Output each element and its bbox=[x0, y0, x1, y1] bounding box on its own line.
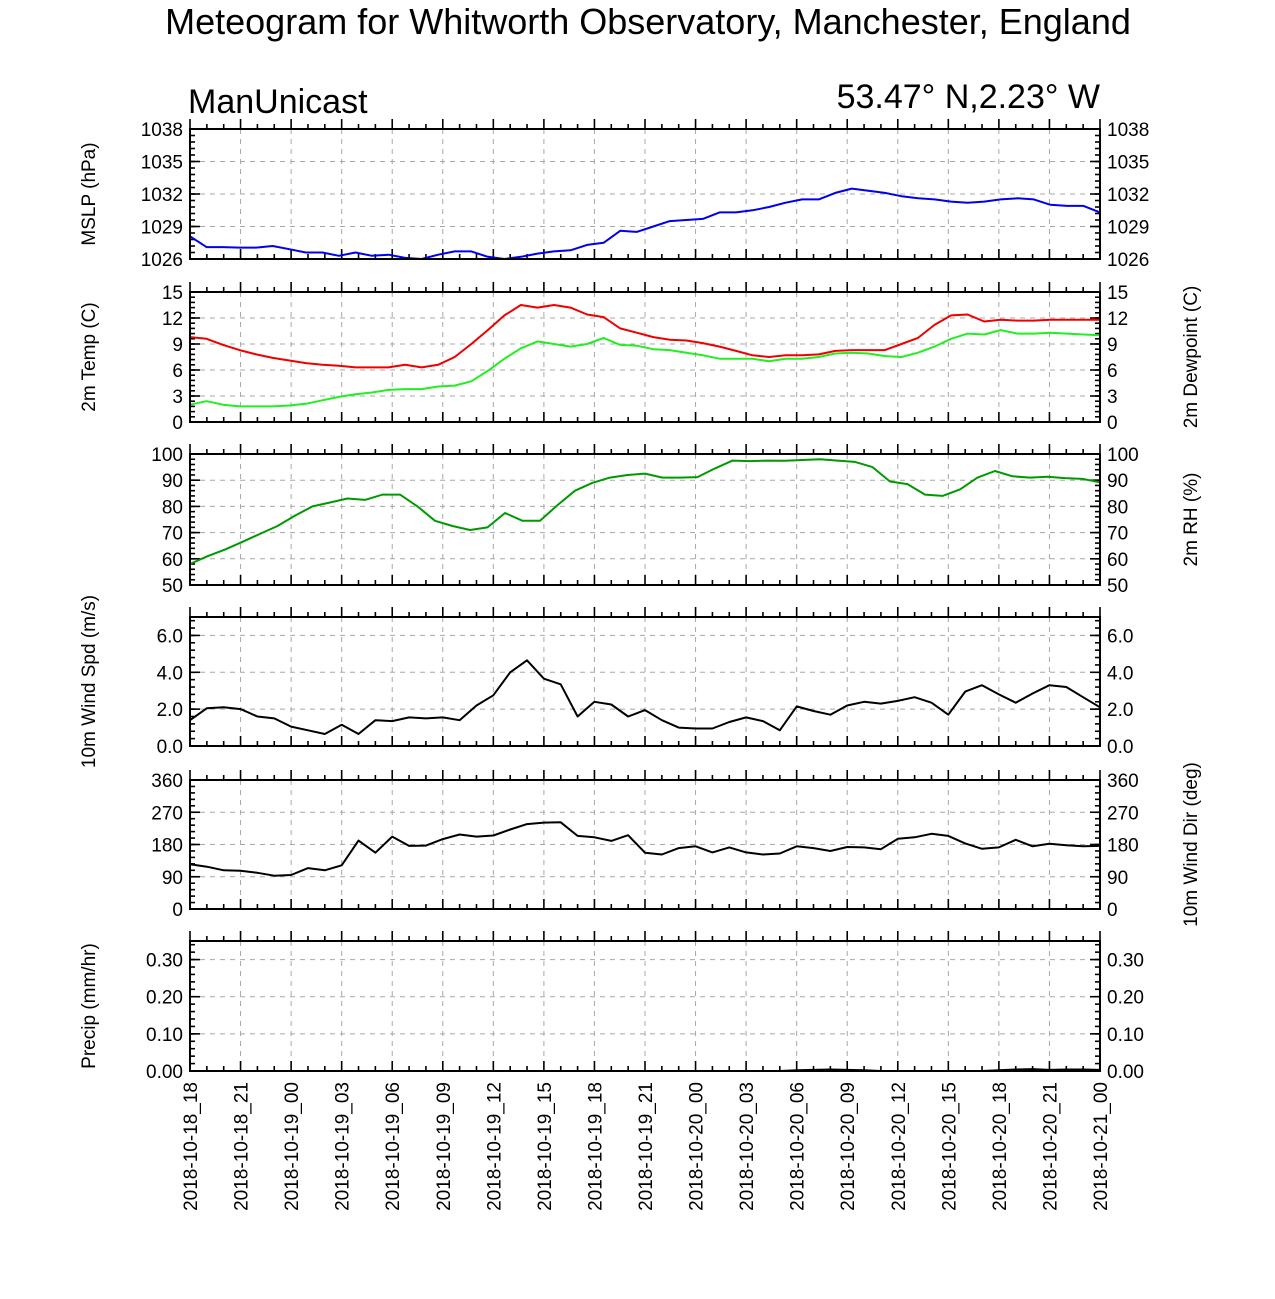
y-tick-label-left: 4.0 bbox=[156, 663, 183, 685]
y-tick-label-left: 1026 bbox=[140, 250, 183, 271]
y-tick-label-right: 0.30 bbox=[1107, 950, 1144, 972]
y-tick-label-left: 90 bbox=[161, 867, 183, 889]
x-tick-label: 2018-10-19_06 bbox=[383, 1082, 405, 1211]
y-tick-label-right: 9 bbox=[1107, 335, 1118, 356]
y-tick-label-left: 80 bbox=[161, 497, 183, 519]
y-tick-label-left: 12 bbox=[161, 309, 183, 330]
y-tick-label-right: 360 bbox=[1107, 771, 1139, 792]
x-tick-label: 2018-10-19_18 bbox=[585, 1082, 607, 1211]
y-tick-label-left: 360 bbox=[151, 771, 183, 792]
chart-title: Meteogram for Whitworth Observatory, Manchester, England bbox=[165, 1, 1131, 42]
x-tick-label: 2018-10-19_12 bbox=[484, 1082, 506, 1211]
x-tick-label: 2018-10-19_03 bbox=[332, 1082, 354, 1211]
y-axis-label-left: 10m Wind Spd (m/s) bbox=[79, 594, 100, 769]
y-tick-label-left: 0.0 bbox=[156, 737, 183, 758]
y-tick-label-left: 1029 bbox=[140, 217, 183, 239]
y-tick-label-right: 270 bbox=[1107, 803, 1139, 825]
y-tick-label-left: 180 bbox=[151, 835, 183, 857]
panel-rh bbox=[151, 444, 1202, 597]
y-tick-label-right: 15 bbox=[1107, 283, 1129, 304]
y-tick-label-right: 1032 bbox=[1107, 185, 1150, 206]
y-tick-label-right: 4.0 bbox=[1107, 663, 1134, 685]
y-tick-label-right: 1038 bbox=[1107, 120, 1150, 141]
y-tick-label-right: 0.10 bbox=[1107, 1024, 1144, 1046]
x-tick-label: 2018-10-18_18 bbox=[181, 1082, 202, 1211]
panel-precip bbox=[79, 931, 1144, 1083]
y-tick-label-left: 0.30 bbox=[146, 950, 183, 972]
x-tick-label: 2018-10-19_09 bbox=[433, 1082, 455, 1211]
x-tick-label: 2018-10-21_00 bbox=[1091, 1082, 1112, 1211]
y-tick-label-right: 0 bbox=[1107, 900, 1118, 921]
y-tick-label-right: 80 bbox=[1107, 497, 1129, 519]
y-tick-label-left: 0.10 bbox=[146, 1024, 183, 1046]
y-tick-label-left: 0.00 bbox=[146, 1062, 183, 1083]
y-tick-label-left: 60 bbox=[161, 549, 183, 571]
y-tick-label-right: 60 bbox=[1107, 549, 1129, 571]
y-tick-label-left: 9 bbox=[172, 335, 183, 356]
y-tick-label-left: 6.0 bbox=[156, 626, 183, 648]
y-tick-label-right: 2.0 bbox=[1107, 700, 1134, 722]
source-label: ManUnicast bbox=[188, 83, 368, 121]
y-tick-label-right: 3 bbox=[1107, 387, 1118, 408]
y-tick-label-left: 90 bbox=[161, 471, 183, 493]
y-tick-label-left: 1038 bbox=[140, 120, 183, 141]
y-axis-label-right: 10m Wind Dir (deg) bbox=[1181, 762, 1202, 927]
y-tick-label-left: 0 bbox=[172, 413, 183, 434]
panel-temp bbox=[79, 282, 1202, 434]
x-tick-label: 2018-10-19_00 bbox=[282, 1082, 304, 1211]
x-tick-label: 2018-10-19_15 bbox=[534, 1082, 556, 1211]
y-tick-label-left: 0 bbox=[172, 900, 183, 921]
y-tick-label-left: 6 bbox=[172, 361, 183, 382]
coordinates-label: 53.47° N,2.23° W bbox=[836, 78, 1100, 116]
x-tick-label: 2018-10-19_21 bbox=[636, 1082, 657, 1211]
x-tick-label: 2018-10-20_21 bbox=[1040, 1082, 1062, 1211]
x-tick-label: 2018-10-18_21 bbox=[231, 1082, 253, 1211]
x-tick-label: 2018-10-20_15 bbox=[939, 1082, 961, 1211]
y-tick-label-right: 6 bbox=[1107, 361, 1118, 382]
x-tick-label: 2018-10-20_12 bbox=[888, 1082, 910, 1211]
y-tick-label-left: 0.20 bbox=[146, 987, 183, 1009]
y-tick-label-right: 70 bbox=[1107, 523, 1129, 545]
y-tick-label-left: 100 bbox=[151, 445, 183, 466]
y-tick-label-right: 1026 bbox=[1107, 250, 1150, 271]
y-tick-label-right: 180 bbox=[1107, 835, 1139, 857]
y-tick-label-right: 0.00 bbox=[1107, 1062, 1144, 1083]
y-tick-label-left: 1035 bbox=[140, 152, 183, 174]
panel-mslp bbox=[79, 119, 1149, 271]
panel-wdir bbox=[151, 762, 1202, 927]
y-tick-label-left: 1032 bbox=[140, 185, 183, 206]
y-tick-label-right: 6.0 bbox=[1107, 626, 1134, 648]
y-tick-label-left: 2.0 bbox=[156, 700, 183, 722]
x-tick-label: 2018-10-20_06 bbox=[787, 1082, 809, 1211]
y-tick-label-right: 100 bbox=[1107, 445, 1139, 466]
y-tick-label-right: 1029 bbox=[1107, 217, 1150, 239]
y-tick-label-left: 3 bbox=[172, 387, 183, 408]
x-tick-label: 2018-10-20_03 bbox=[737, 1082, 759, 1211]
y-tick-label-left: 270 bbox=[151, 803, 183, 825]
y-tick-label-left: 50 bbox=[161, 576, 183, 597]
y-axis-label-left: 2m Temp (C) bbox=[79, 302, 100, 412]
y-tick-label-right: 90 bbox=[1107, 867, 1129, 889]
x-tick-label: 2018-10-20_00 bbox=[686, 1082, 708, 1211]
y-tick-label-right: 1035 bbox=[1107, 152, 1150, 174]
y-tick-label-right: 50 bbox=[1107, 576, 1129, 597]
y-axis-label-left: Precip (mm/hr) bbox=[79, 943, 100, 1069]
y-tick-label-right: 90 bbox=[1107, 471, 1129, 493]
panel-wspd bbox=[79, 595, 1133, 768]
y-axis-label-left: MSLP (hPa) bbox=[79, 142, 100, 246]
y-tick-label-right: 0.20 bbox=[1107, 987, 1144, 1009]
y-tick-label-left: 70 bbox=[161, 523, 183, 545]
y-tick-label-right: 0 bbox=[1107, 413, 1118, 434]
x-tick-label: 2018-10-20_18 bbox=[989, 1082, 1011, 1211]
x-tick-label: 2018-10-20_09 bbox=[838, 1082, 860, 1211]
panels-group bbox=[79, 119, 1202, 1211]
y-tick-label-right: 0.0 bbox=[1107, 737, 1134, 758]
y-axis-label-right: 2m RH (%) bbox=[1181, 472, 1202, 567]
y-tick-label-right: 12 bbox=[1107, 309, 1129, 330]
y-tick-label-left: 15 bbox=[161, 283, 183, 304]
y-axis-label-right: 2m Dewpoint (C) bbox=[1181, 285, 1202, 429]
